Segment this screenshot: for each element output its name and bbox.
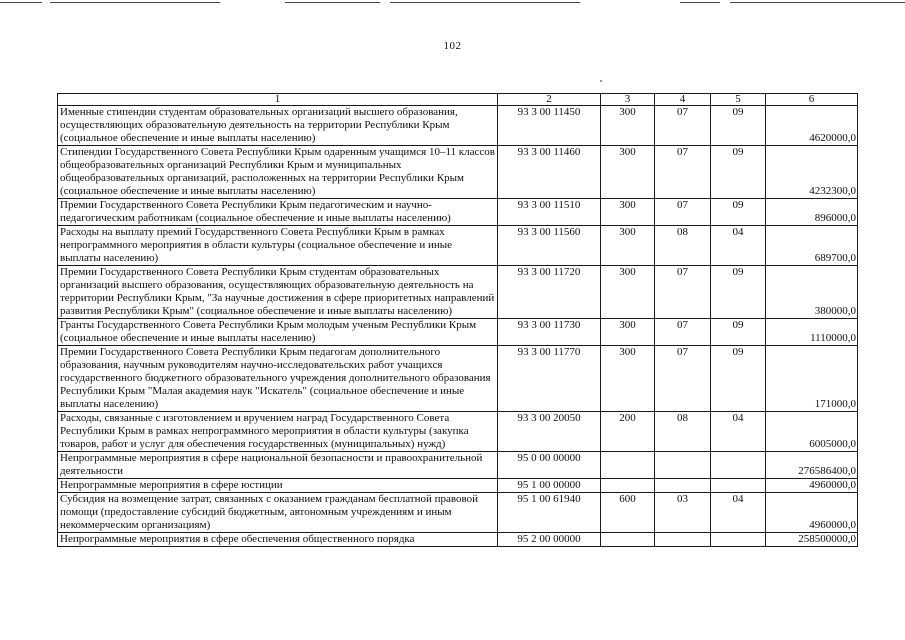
- top-rule: [680, 2, 720, 3]
- header-cell: 6: [766, 94, 858, 106]
- expense-type-cell: 200: [601, 412, 655, 452]
- expense-name-cell: Непрограммные мероприятия в сфере национальной безопасности и правоохранительной деятельности: [58, 452, 498, 479]
- amount-cell: 4960000,0: [766, 479, 858, 493]
- target-article-cell: 93 3 00 11460: [498, 146, 601, 199]
- amount-cell: 276586400,0: [766, 452, 858, 479]
- budget-table: [57, 93, 858, 547]
- table-row: [58, 533, 858, 547]
- expense-type-cell: 300: [601, 266, 655, 319]
- subsection-cell: 09: [711, 346, 766, 412]
- subsection-cell: 04: [711, 412, 766, 452]
- top-rule: [390, 2, 580, 3]
- table-row: [58, 493, 858, 533]
- expense-name-cell: Стипендии Государственного Совета Республики Крым одаренным учащимся 10–11 классов общеобразовательных организаций Республики Крым и муниципальных общеобразовательных организаций, расположенных на территории Республики Крым (социальное обеспечение и иные выплаты населению): [58, 146, 498, 199]
- section-cell: 07: [655, 146, 711, 199]
- section-cell: [655, 479, 711, 493]
- expense-type-cell: 300: [601, 319, 655, 346]
- top-rule: [0, 2, 42, 3]
- section-cell: 07: [655, 346, 711, 412]
- expense-type-cell: [601, 452, 655, 479]
- page-number: 102: [443, 40, 462, 52]
- expense-type-cell: 300: [601, 199, 655, 226]
- header-cell: 1: [58, 94, 498, 106]
- expense-name-cell: Субсидия на возмещение затрат, связанных с оказанием гражданам бесплатной правовой помощи (предоставление субсидий бюджетным, автономным учреждениям и иным некоммерческим организациям): [58, 493, 498, 533]
- header-cell: 2: [498, 94, 601, 106]
- target-article-cell: 95 2 00 00000: [498, 533, 601, 547]
- subsection-cell: 09: [711, 266, 766, 319]
- scan-dot: [600, 80, 602, 82]
- amount-cell: 4960000,0: [766, 493, 858, 533]
- top-rule: [50, 2, 180, 3]
- header-cell: 4: [655, 94, 711, 106]
- table-row: [58, 479, 858, 493]
- section-cell: [655, 452, 711, 479]
- table-row: [58, 226, 858, 266]
- target-article-cell: 93 3 00 11730: [498, 319, 601, 346]
- target-article-cell: 93 3 00 20050: [498, 412, 601, 452]
- expense-name-cell: Премии Государственного Совета Республики Крым педагогам дополнительного образования, научным руководителям научно-исследовательских работ учащихся государственного бюджетного образовательного учреждения дополнительного образования Республики Крым "Малая академия наук "Искатель" (социальное обеспечение и иные выплаты населению): [58, 346, 498, 412]
- section-cell: 03: [655, 493, 711, 533]
- expense-type-cell: [601, 479, 655, 493]
- table-header-row: [58, 94, 858, 106]
- expense-name-cell: Гранты Государственного Совета Республики Крым молодым ученым Республики Крым (социальное обеспечение и иные выплаты населению): [58, 319, 498, 346]
- expense-name-cell: Премии Государственного Совета Республики Крым студентам образовательных организаций высшего образования, осуществляющих образовательную деятельность на территории Республики Крым, "За научные достижения в сфере приоритетных направлений развития Республики Крым" (социальное обеспечение и иные выплаты населению): [58, 266, 498, 319]
- subsection-cell: 04: [711, 226, 766, 266]
- target-article-cell: 95 1 00 61940: [498, 493, 601, 533]
- table-row: [58, 412, 858, 452]
- amount-cell: 4232300,0: [766, 146, 858, 199]
- section-cell: 07: [655, 319, 711, 346]
- expense-type-cell: 300: [601, 106, 655, 146]
- expense-type-cell: 600: [601, 493, 655, 533]
- top-rule: [730, 2, 905, 3]
- header-cell: 3: [601, 94, 655, 106]
- subsection-cell: [711, 479, 766, 493]
- header-cell: 5: [711, 94, 766, 106]
- target-article-cell: 93 3 00 11450: [498, 106, 601, 146]
- amount-cell: 258500000,0: [766, 533, 858, 547]
- expense-name-cell: Непрограммные мероприятия в сфере обеспечения общественного порядка: [58, 533, 498, 547]
- table-row: [58, 146, 858, 199]
- section-cell: 07: [655, 199, 711, 226]
- subsection-cell: 09: [711, 319, 766, 346]
- section-cell: 07: [655, 106, 711, 146]
- amount-cell: 896000,0: [766, 199, 858, 226]
- expense-name-cell: Непрограммные мероприятия в сфере юстиции: [58, 479, 498, 493]
- amount-cell: 6005000,0: [766, 412, 858, 452]
- subsection-cell: 09: [711, 199, 766, 226]
- subsection-cell: 09: [711, 106, 766, 146]
- target-article-cell: 95 0 00 00000: [498, 452, 601, 479]
- top-rule: [285, 2, 380, 3]
- amount-cell: 4620000,0: [766, 106, 858, 146]
- expense-name-cell: Расходы на выплату премий Государственного Совета Республики Крым в рамках непрограммного мероприятия в области культуры (социальное обеспечение и иные выплаты населению): [58, 226, 498, 266]
- amount-cell: 171000,0: [766, 346, 858, 412]
- section-cell: [655, 533, 711, 547]
- target-article-cell: 93 3 00 11770: [498, 346, 601, 412]
- subsection-cell: 04: [711, 493, 766, 533]
- expense-name-cell: Именные стипендии студентам образовательных организаций высшего образования, осуществляющих образовательную деятельность на территории Республики Крым (социальное обеспечение и иные выплаты населению): [58, 106, 498, 146]
- amount-cell: 1110000,0: [766, 319, 858, 346]
- target-article-cell: 93 3 00 11560: [498, 226, 601, 266]
- target-article-cell: 93 3 00 11510: [498, 199, 601, 226]
- table-row: [58, 266, 858, 319]
- expense-type-cell: 300: [601, 346, 655, 412]
- table-row: [58, 199, 858, 226]
- expense-type-cell: 300: [601, 226, 655, 266]
- subsection-cell: 09: [711, 146, 766, 199]
- section-cell: 08: [655, 412, 711, 452]
- amount-cell: 689700,0: [766, 226, 858, 266]
- expense-type-cell: [601, 533, 655, 547]
- expense-name-cell: Премии Государственного Совета Республики Крым педагогическим и научно-педагогическим работникам (социальное обеспечение и иные выплаты населению): [58, 199, 498, 226]
- table-row: [58, 452, 858, 479]
- table-row: [58, 346, 858, 412]
- subsection-cell: [711, 452, 766, 479]
- expense-type-cell: 300: [601, 146, 655, 199]
- target-article-cell: 95 1 00 00000: [498, 479, 601, 493]
- subsection-cell: [711, 533, 766, 547]
- top-rule: [180, 2, 220, 3]
- section-cell: 08: [655, 226, 711, 266]
- expense-name-cell: Расходы, связанные с изготовлением и вручением наград Государственного Совета Республики Крым в рамках непрограммного мероприятия в области культуры (закупка товаров, работ и услуг для обеспечения государственных (муниципальных) нужд): [58, 412, 498, 452]
- target-article-cell: 93 3 00 11720: [498, 266, 601, 319]
- section-cell: 07: [655, 266, 711, 319]
- amount-cell: 380000,0: [766, 266, 858, 319]
- table-row: [58, 106, 858, 146]
- table-row: [58, 319, 858, 346]
